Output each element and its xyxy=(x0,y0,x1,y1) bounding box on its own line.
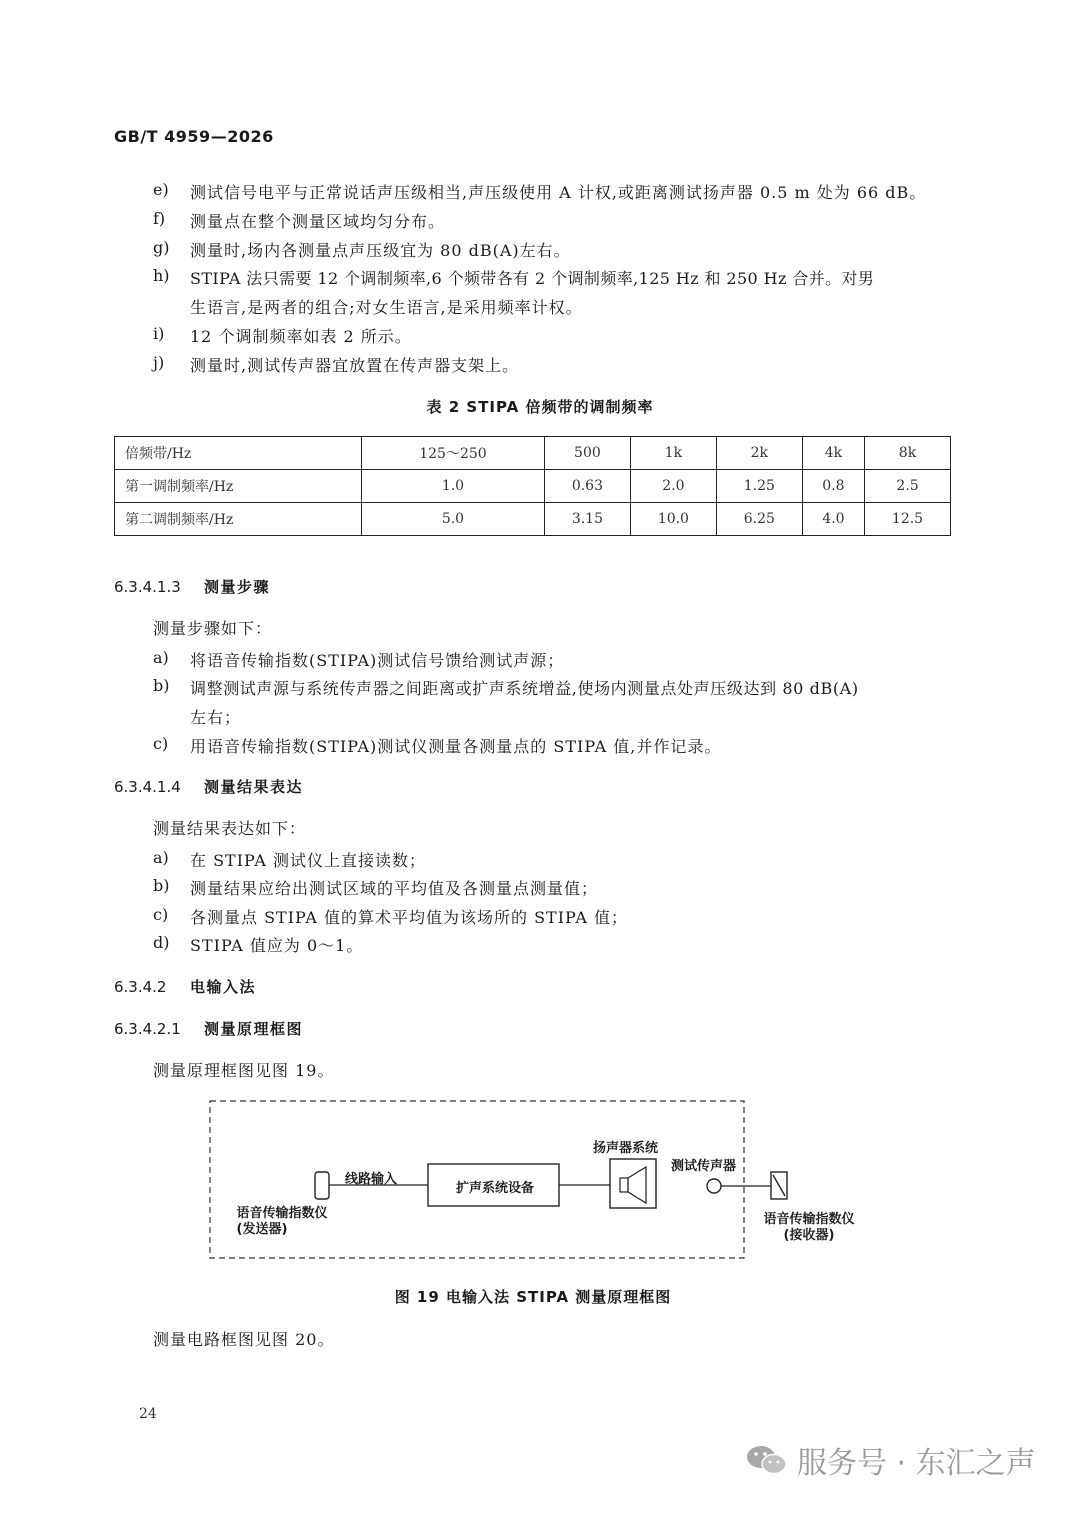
table-cell: 1.25 xyxy=(716,470,802,503)
section-number: 6.3.4.2 xyxy=(114,978,167,996)
paragraph: 测量原理框图见图 19。 xyxy=(153,1061,335,1080)
section-title: 测量原理框图 xyxy=(204,1020,304,1038)
speaker-system-label: 扬声器系统 xyxy=(593,1141,659,1156)
list-item: 测试信号电平与正常说话声压级相当,声压级使用 A 计权,或距离测试扬声器 0.5 m 处为 66 dB。 xyxy=(190,183,927,202)
sender-sublabel: (发送器) xyxy=(236,1222,288,1237)
table-cell: 8k xyxy=(865,437,951,470)
table-cell: 125～250 xyxy=(362,437,545,470)
section-number: 6.3.4.1.3 xyxy=(114,578,181,596)
table-cell: 2k xyxy=(716,437,802,470)
table-cell: 4.0 xyxy=(802,503,864,536)
table-cell: 1.0 xyxy=(362,470,545,503)
table-cell: 倍频带/Hz xyxy=(115,437,362,470)
table-cell: 0.8 xyxy=(802,470,864,503)
list-marker: h) xyxy=(153,266,170,285)
receiver-sublabel: (接收器) xyxy=(783,1228,835,1243)
speaker-cone-icon xyxy=(628,1167,646,1203)
list-item: 调整测试声源与系统传声器之间距离或扩声系统增益,使场内测量点处声压级达到 80 dB(A) xyxy=(190,679,859,698)
list-marker: b) xyxy=(153,876,170,895)
list-item: 用语音传输指数(STIPA)测试仪测量各测量点的 STIPA 值,并作记录。 xyxy=(190,737,722,756)
list-item: 测量结果应给出测试区域的平均值及各测量点测量值； xyxy=(190,879,599,898)
sender-device xyxy=(315,1172,329,1199)
list-marker: f) xyxy=(153,209,166,228)
list-item: 测量点在整个测量区域均匀分布。 xyxy=(190,212,446,231)
figure-caption: 图 19 电输入法 STIPA 测量原理框图 xyxy=(394,1288,672,1306)
speaker-box xyxy=(610,1159,656,1208)
table-cell: 10.0 xyxy=(630,503,716,536)
microphone-icon xyxy=(707,1179,721,1193)
list-marker: i) xyxy=(153,324,165,343)
list-item: 测量时,场内各测量点声压级宜为 80 dB(A)左右。 xyxy=(190,241,571,260)
table-cell: 第一调制频率/Hz xyxy=(115,470,362,503)
speaker-driver-icon xyxy=(620,1178,628,1192)
receiver-device-slash xyxy=(773,1175,785,1196)
table-cell: 12.5 xyxy=(865,503,951,536)
list-item-continuation: 左右； xyxy=(190,708,242,727)
section-number: 6.3.4.1.4 xyxy=(114,778,181,796)
section-title: 测量结果表达 xyxy=(204,778,304,796)
list-marker: g) xyxy=(153,238,170,257)
list-item: 在 STIPA 测试仪上直接读数； xyxy=(190,851,426,870)
list-marker: c) xyxy=(153,734,169,753)
list-marker: c) xyxy=(153,905,169,924)
amp-equipment-label: 扩声系统设备 xyxy=(456,1181,535,1196)
table-caption: 表 2 STIPA 倍频带的调制频率 xyxy=(426,398,654,416)
table-cell: 4k xyxy=(802,437,864,470)
table-cell: 2.5 xyxy=(865,470,951,503)
list-marker: a) xyxy=(153,648,169,667)
section-title: 电输入法 xyxy=(190,978,257,996)
line-input-label: 线路输入 xyxy=(345,1172,398,1187)
list-item: STIPA 值应为 0～1。 xyxy=(190,936,364,955)
list-marker: a) xyxy=(153,848,169,867)
list-marker: d) xyxy=(153,933,170,952)
list-item: 测量时,测试传声器宜放置在传声器支架上。 xyxy=(190,356,520,375)
watermark-text: 服务号 · 东汇之声 xyxy=(797,1446,1036,1481)
list-marker: b) xyxy=(153,676,170,695)
list-item: 12 个调制频率如表 2 所示。 xyxy=(190,327,412,346)
paragraph: 测量电路框图见图 20。 xyxy=(153,1330,335,1349)
table-cell: 3.15 xyxy=(544,503,630,536)
standard-code: GB/T 4959—2026 xyxy=(114,127,274,146)
sender-label: 语音传输指数仪 xyxy=(236,1206,328,1221)
paragraph: 测量步骤如下： xyxy=(153,619,273,638)
page-number: 24 xyxy=(139,1406,157,1422)
receiver-label: 语音传输指数仪 xyxy=(763,1212,855,1227)
wechat-icon xyxy=(745,1443,789,1477)
list-item: 各测量点 STIPA 值的算术平均值为该场所的 STIPA 值； xyxy=(190,908,628,927)
test-mic-label: 测试传声器 xyxy=(671,1159,737,1174)
table-cell: 0.63 xyxy=(544,470,630,503)
list-item: 将语音传输指数(STIPA)测试信号馈给测试声源； xyxy=(190,651,565,670)
paragraph: 测量结果表达如下： xyxy=(153,819,307,838)
table-cell: 2.0 xyxy=(630,470,716,503)
list-marker: j) xyxy=(153,353,165,372)
list-marker: e) xyxy=(153,180,169,199)
table-cell: 5.0 xyxy=(362,503,545,536)
table-cell: 1k xyxy=(630,437,716,470)
table-cell: 500 xyxy=(544,437,630,470)
section-number: 6.3.4.2.1 xyxy=(114,1020,181,1038)
table-cell: 第二调制频率/Hz xyxy=(115,503,362,536)
section-title: 测量步骤 xyxy=(204,578,271,596)
list-item-continuation: 生语言,是两者的组合;对女生语言,是采用频率计权。 xyxy=(190,298,583,317)
list-item: STIPA 法只需要 12 个调制频率,6 个频带各有 2 个调制频率,125 Hz 和 250 Hz 合并。对男 xyxy=(190,269,875,288)
table-cell: 6.25 xyxy=(716,503,802,536)
